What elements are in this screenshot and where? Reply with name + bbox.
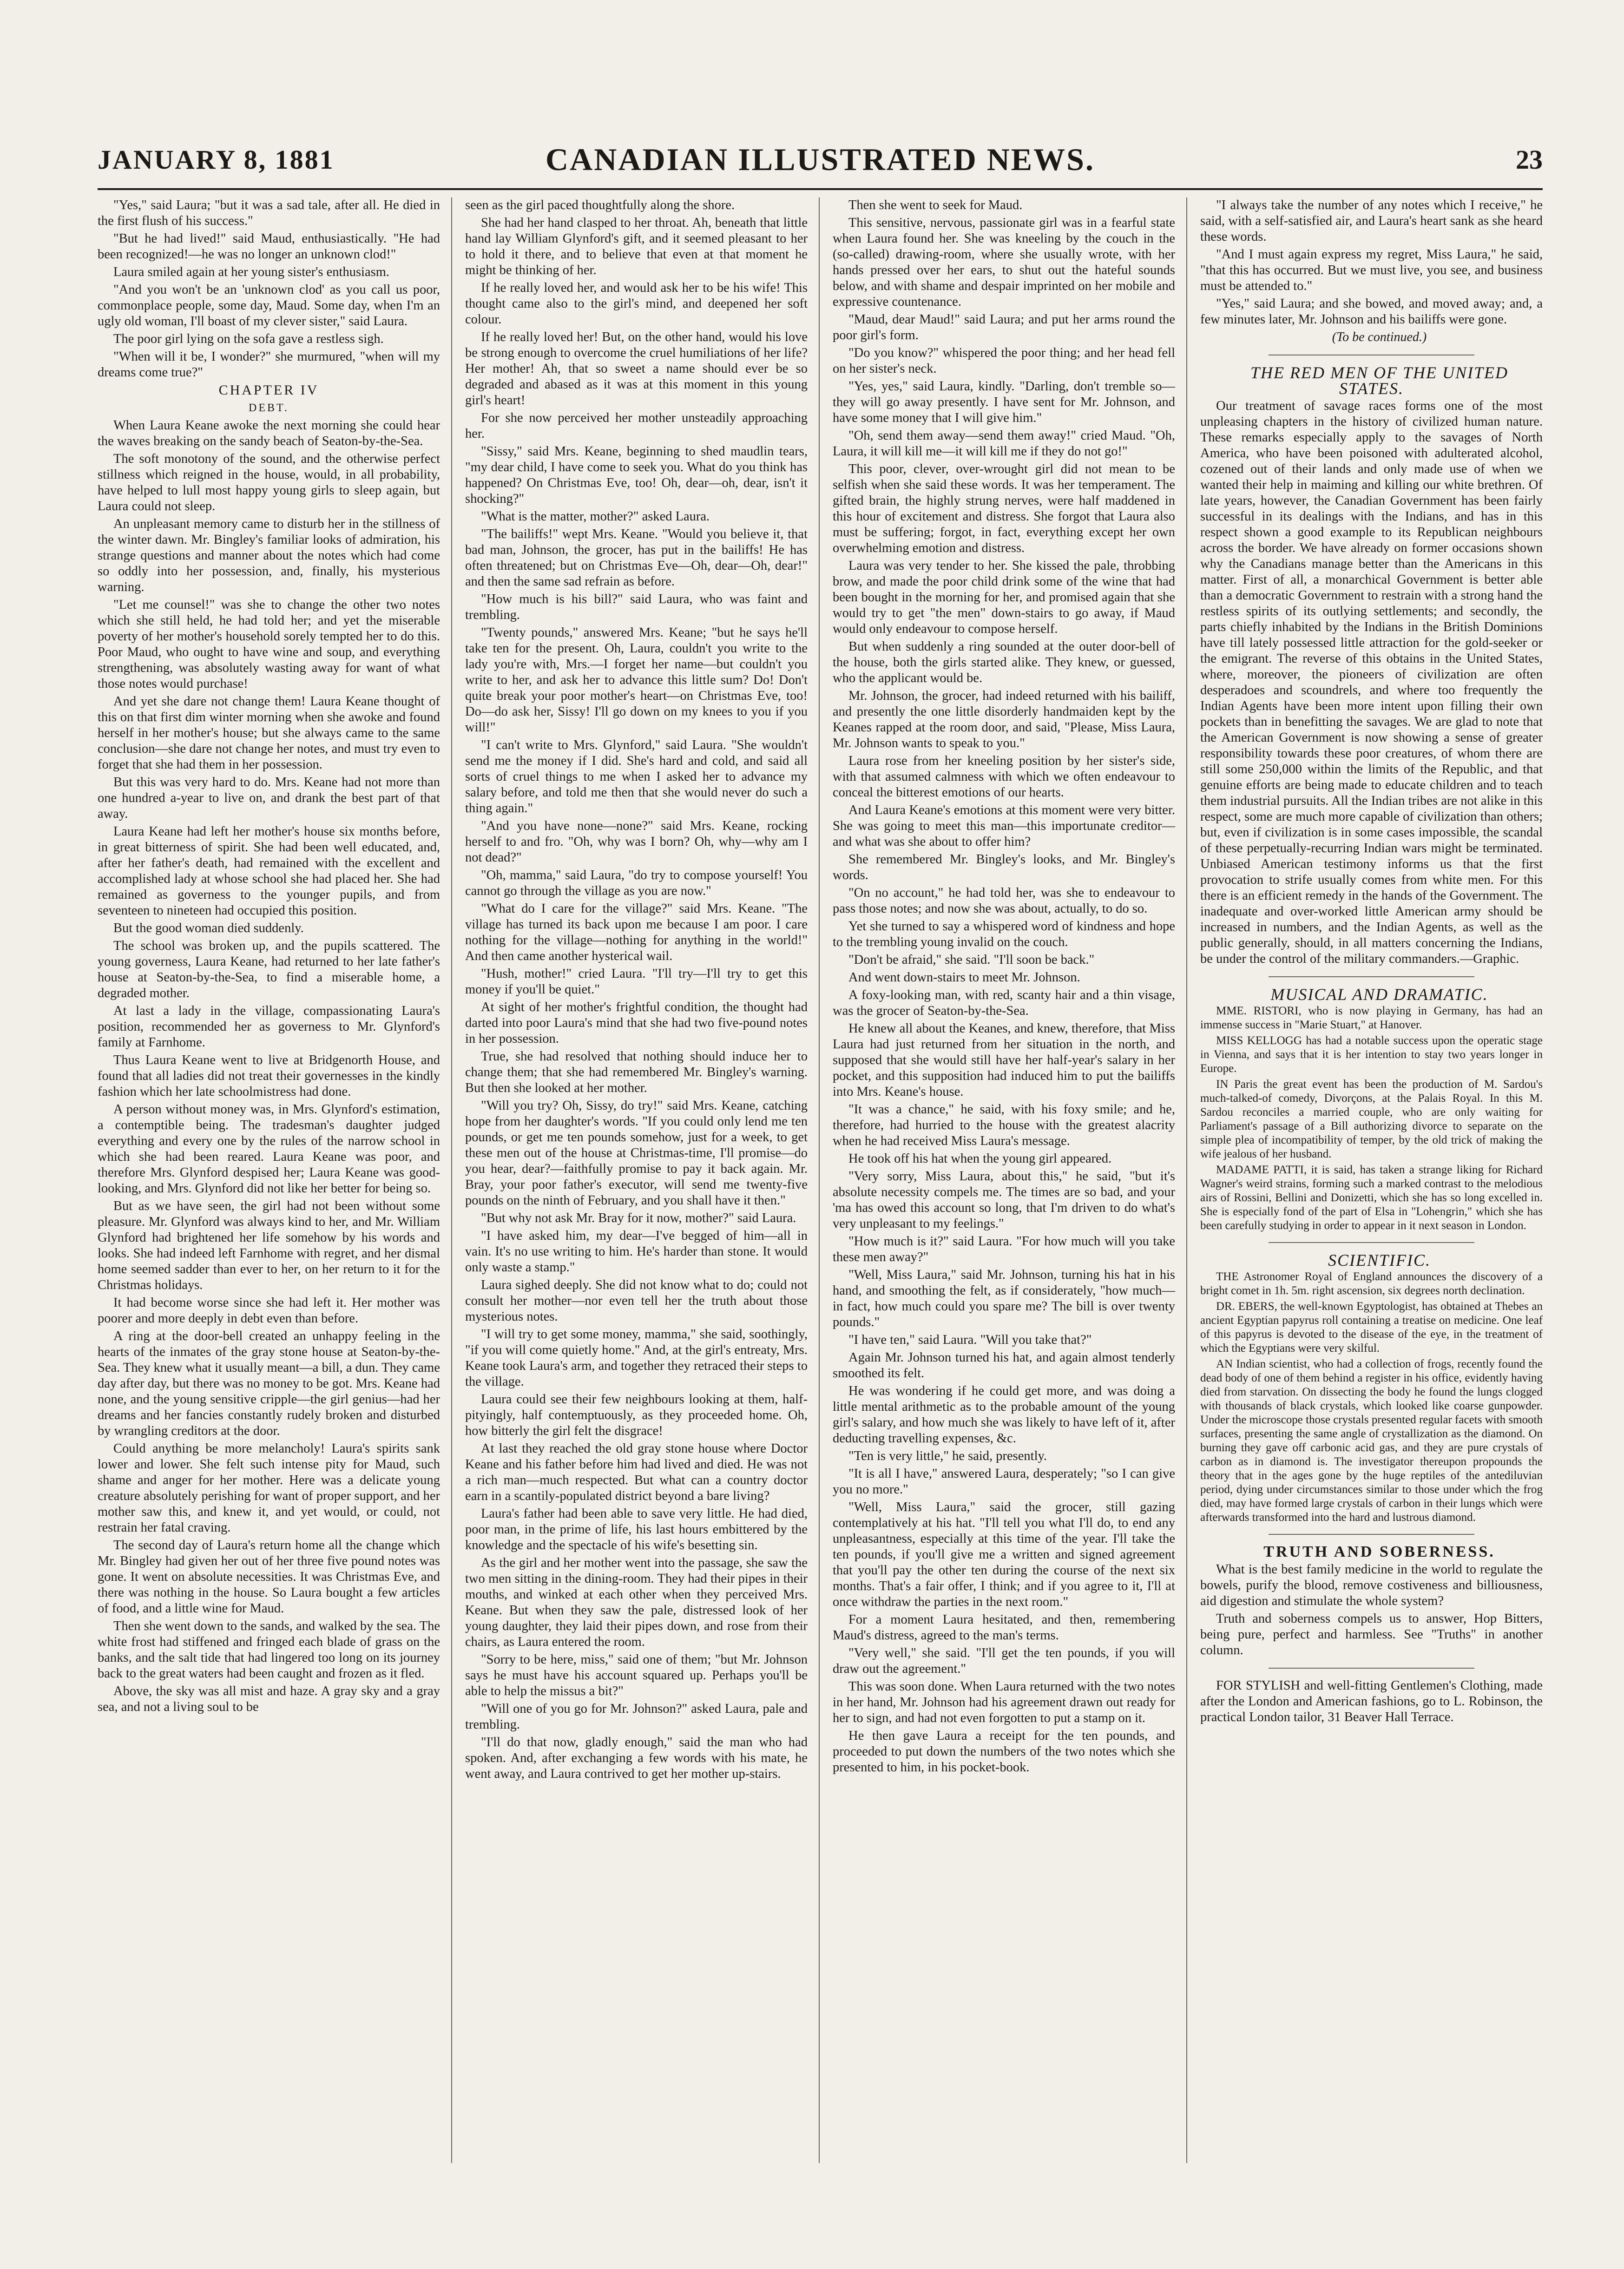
paragraph: A ring at the door-bell created an unhappy feeling in the hearts of the inmates of the gray stone house at Seaton-by-the-Sea. They knew what it usually meant—a bill, a dun. They came day after day, but there was no money to be got. Mrs. Keane had none, and the young sensitive cripple—the girl genius—had her dreams and her fancies constantly rudely broken and disturbed by wrangling creditors at the door.: [98, 1329, 440, 1438]
paragraph: "It was a chance," he said, with his foxy smile; and he, therefore, had hurried to the house with the greatest alacrity when he had received Miss Laura's message.: [833, 1102, 1175, 1148]
paragraph: "Sorry to be here, miss," said one of them; "but Mr. Johnson says he must have his account squared up. Perhaps you'll be able to help the missus a bit?": [465, 1652, 808, 1698]
paragraph: IN Paris the great event has been the production of M. Sardou's much-talked-of comedy, Divorçons, at the Palais Royal. In this M. Sardou reconciles a married couple, who are only waiting for Parliament's passage of a Bill authorizing divorce to separate on the simple plea of incompatibility of temper, by the old trick of making the wife jealous of her husband.: [1200, 1078, 1543, 1160]
paragraph: "Let me counsel!" was she to change the other two notes which she still held, he had told her; and yet the miserable poverty of her mother's household sorely tempted her to do this. Poor Maud, who ought to have wine and soup, and everything strengthening, was absolutely wasting away for want of what those notes would purchase!: [98, 598, 440, 691]
paragraph: And Laura Keane's emotions at this moment were very bitter. She was going to meet this man—this importunate creditor—and what was she about to offer him?: [833, 803, 1175, 849]
paragraph: "What do I care for the village?" said Mrs. Keane. "The village has turned its back upon me because I am poor. I care nothing for the village—nothing for anything in the world!" And then came another hysterical wail.: [465, 901, 808, 963]
paragraph: "It is all I have," answered Laura, desperately; "so I can give you no more.": [833, 1467, 1175, 1497]
paragraph: He took off his hat when the young girl appeared.: [848, 1151, 1112, 1166]
columns: [98, 197, 1543, 2163]
paragraph: For she now perceived her mother unsteadily approaching her.: [465, 411, 808, 441]
paragraph: "I have ten," said Laura. "Will you take that?": [848, 1333, 1092, 1347]
paragraph: The poor girl lying on the sofa gave a restless sigh.: [113, 332, 384, 346]
section-divider: [1269, 1242, 1474, 1243]
paragraph: "Will one of you go for Mr. Johnson?" asked Laura, pale and trembling.: [465, 1702, 808, 1732]
paragraph: MME. RISTORI, who is now playing in Germany, has had an immense success in "Marie Stuart," at Hanover.: [1200, 1005, 1543, 1031]
section-divider: [1269, 1668, 1474, 1669]
paragraph: For a moment Laura hesitated, and then, remembering Maud's distress, agreed to the man's terms.: [833, 1612, 1175, 1643]
paragraph: "Yes," said Laura; "but it was a sad tale, after all. He died in the first flush of his success.": [98, 198, 440, 228]
paragraph: "How much is it?" said Laura. "For how much will you take these men away?": [833, 1234, 1175, 1264]
paragraph: "Hush, mother!" cried Laura. "I'll try—I'll try to get this money if you'll be quiet.": [465, 967, 808, 997]
paragraph: She had her hand clasped to her throat. Ah, beneath that little hand lay William Glynford's gift, and it seemed pleasant to her to hold it there, and to believe that even at that moment he might be thinking of her.: [465, 216, 808, 277]
paragraph: "Sissy," said Mrs. Keane, beginning to shed maudlin tears, "my dear child, I have come to seek you. What do you think has happened? On Christmas Eve, too! Oh, dear—oh, dear, isn't it shocking?": [465, 444, 808, 506]
paragraph: The soft monotony of the sound, and the otherwise perfect stillness which reigned in the house, would, in all probability, have helped to lull most happy young girls to sleep again, but Laura could not sleep.: [98, 452, 440, 513]
masthead-rule: [98, 188, 1543, 190]
paragraph: Laura rose from her kneeling position by her sister's side, with that assumed calmness with which we often endeavour to conceal the bitterest emotions of our hearts.: [833, 754, 1175, 800]
section-heading-musical: MUSICAL AND DRAMATIC.: [1270, 985, 1488, 1004]
paragraph: Laura's father had been able to save very little. He had died, poor man, in the prime of life, his last hours embittered by the knowledge and the spectacle of his wife's besetting sin.: [465, 1506, 808, 1552]
paragraph: The second day of Laura's return home all the change which Mr. Bingley had given her out of her three five pound notes was gone. It went on absolute necessities. It was Christmas Eve, and there was nothing in the house. So Laura bought a few articles of food, and a little wine for Maud.: [98, 1538, 440, 1616]
column-1: [98, 197, 452, 2163]
paragraph: What is the best family medicine in the world to regulate the bowels, purify the blood, remove costiveness and billiousness, aid digestion and stimulate the whole system?: [1200, 1562, 1543, 1608]
issue-date: JANUARY 8, 1881: [98, 145, 335, 175]
paragraph: seen as the girl paced thoughtfully along the shore.: [465, 198, 735, 212]
paragraph: A foxy-looking man, with red, scanty hair and a thin visage, was the grocer of Seaton-by-the-Sea.: [833, 988, 1175, 1018]
chapter-heading: CHAPTER IV: [218, 382, 319, 398]
paragraph: Then she went to seek for Maud.: [848, 198, 1023, 212]
paragraph: "And you won't be an 'unknown clod' as you call us poor, commonplace people, some day, Maud. Some day, when I'm an ugly old woman, I'll boast of my clever sister," said Laura.: [98, 283, 440, 329]
paragraph: DR. EBERS, the well-known Egyptologist, has obtained at Thebes an ancient Egyptian papyrus roll containing a treatise on medicine. One leaf of this papyrus is devoted to the disease of the eye, in the treatment of which the Egyptians were very skilful.: [1200, 1300, 1543, 1355]
paragraph: "Yes," said Laura; and she bowed, and moved away; and, a few minutes later, Mr. Johnson and his bailiffs were gone.: [1200, 296, 1543, 327]
paragraph: And went down-stairs to meet Mr. Johnson.: [848, 970, 1080, 985]
paragraph: If he really loved her, and would ask her to be his wife! This thought came also to the girl's mind, and deepened her soft colour.: [465, 281, 808, 327]
paragraph: "And you have none—none?" said Mrs. Keane, rocking herself to and fro. "Oh, why was I born? Oh, why—why am I not dead?": [465, 819, 808, 865]
paragraph: True, she had resolved that nothing should induce her to change them; that she had remembered Mr. Bingley's warning. But then she looked at her mother.: [465, 1049, 808, 1095]
paragraph: Mr. Johnson, the grocer, had indeed returned with his bailiff, and presently the one little disorderly handmaiden kept by the Keanes rapped at the room door, and said, "Please, Miss Laura, Mr. Johnson wants to speak to you.": [833, 689, 1175, 750]
page-number: 23: [1516, 145, 1543, 175]
paragraph: "When will it be, I wonder?" she murmured, "when will my dreams come true?": [98, 349, 440, 380]
newspaper-title: CANADIAN ILLUSTRATED NEWS.: [546, 142, 1095, 177]
masthead: [98, 135, 1543, 186]
paragraph: Yet she turned to say a whispered word of kindness and hope to the trembling young invalid on the couch.: [833, 919, 1175, 949]
paragraph: Could anything be more melancholy! Laura's spirits sank lower and lower. She felt such intense pity for Maud, such shame and anger for her mother. Here was a delicate young creature absolutely perishing for want of proper support, and her mother saw this, and knew it, and yet would, or could, not restrain her fatal craving.: [98, 1441, 440, 1535]
paragraph: "Oh, mamma," said Laura, "do try to compose yourself! You cannot go through the village as you are now.": [465, 868, 808, 898]
paragraph: At last they reached the old gray stone house where Doctor Keane and his father before him had lived and died. He was not a rich man—much respected. But what can a country doctor earn in a scantily-populated district beyond a bare living?: [465, 1441, 808, 1503]
paragraph: A person without money was, in Mrs. Glynford's estimation, a contemptible being. The tradesman's daughter judged everything and every one by the rules of the narrow school in which she had been reared. Laura Keane was poor, and therefore Mrs. Glynford despised her; Laura Keane was good-looking, and Mrs. Glynford did not like her better for being so.: [98, 1102, 440, 1196]
paragraph: "I have asked him, my dear—I've begged of him—all in vain. It's no use writing to him. He's harder than stone. It would only waste a stamp.": [465, 1229, 808, 1275]
paragraph: He knew all about the Keanes, and knew, therefore, that Miss Laura had just returned from her situation in the north, and supposed that she would still have her half-year's salary in her pocket, and this supposition had induced him to put the bailiffs into Mrs. Keane's house.: [833, 1021, 1175, 1099]
column-4: [1200, 197, 1543, 2163]
paragraph: Laura could see their few neighbours looking at them, half-pityingly, half contemptuously, as they proceeded home. Oh, how bitterly the girl felt the disgrace!: [465, 1392, 808, 1438]
paragraph: This sensitive, nervous, passionate girl was in a fearful state when Laura found her. She was kneeling by the couch in the (so-called) drawing-room, where she usually wrote, with her hands pressed over her ears, to shut out the hateful sounds below, and with shame and despair imprinted on her mobile and expressive countenance.: [833, 216, 1175, 309]
paragraph: "Twenty pounds," answered Mrs. Keane; "but he says he'll take ten for the present. Oh, Laura, couldn't you write to the lady you're with, Mrs.—I forget her name—but couldn't you write to her, and ask her to advance this little sum? Do! Don't quite break your poor mother's heart—on Christmas Eve, too! Do—do ask her, Sissy! I'll go down on my knees to you if you will!": [465, 625, 808, 735]
paragraph: This poor, clever, over-wrought girl did not mean to be selfish when she said these words. It was her temperament. The gifted brain, the highly strung nerves, were half maddened in this hour of excitement and distress. She forgot that Laura also must be suffering; forgot, in fact, everything except her own overwhelming emotion and distress.: [833, 462, 1175, 555]
paragraph: "What is the matter, mother?" asked Laura.: [481, 509, 710, 524]
section-heading-truth: TRUTH AND SOBERNESS.: [1263, 1543, 1495, 1560]
paragraph: "Maud, dear Maud!" said Laura; and put her arms round the poor girl's form.: [833, 312, 1175, 342]
paragraph: Laura Keane had left her mother's house six months before, in great bitterness of spirit. She had been well educated, and, after her father's death, had remained with the excellent and accomplished lady at whose school she had placed her. She had remained as governess to the younger pupils, and from seventeen to nineteen had occupied this position.: [98, 824, 440, 918]
paragraph: Then she went down to the sands, and walked by the sea. The white frost had stiffened and fringed each blade of grass on the banks, and the salt tide that had lingered too long on its journey back to the great waters had been caught and frozen as it fled.: [98, 1619, 440, 1681]
paragraph: "I'll do that now, gladly enough," said the man who had spoken. And, after exchanging a few words with his mate, he went away, and Laura contrived to get her mother up-stairs.: [465, 1735, 808, 1781]
paragraph: She remembered Mr. Bingley's looks, and Mr. Bingley's words.: [833, 852, 1175, 882]
paragraph: Above, the sky was all mist and haze. A gray sky and a gray sea, and not a living soul to be: [98, 1684, 440, 1714]
paragraph: At sight of her mother's frightful condition, the thought had darted into poor Laura's mind that she had two five-pound notes in her possession.: [465, 1000, 808, 1046]
paragraph: "I will try to get some money, mamma," she said, soothingly, "if you will come quietly home." And, at the girl's entreaty, Mrs. Keane took Laura's arm, and together they retraced their steps to the village.: [465, 1327, 808, 1389]
paragraph: As the girl and her mother went into the passage, she saw the two men sitting in the dining-room. They had their pipes in their mouths, and winked at each other when they perceived Mrs. Keane. But when they saw the pale, distressed look of her young daughter, they laid their pipes down, and rose from their chairs, as Laura entered the room.: [465, 1556, 808, 1649]
column-2: [465, 197, 820, 2163]
section-heading-red-men: THE RED MEN OF THE UNITED STATES.: [1250, 363, 1508, 398]
paragraph: Truth and soberness compels us to answer, Hop Bitters, being pure, perfect and harmless. See "Truths" in another column.: [1200, 1611, 1543, 1657]
paragraph: "Do you know?" whispered the poor thing; and her head fell on her sister's neck.: [833, 346, 1175, 376]
paragraph: He was wondering if he could get more, and was doing a little mental arithmetic as to the probable amount of the young girl's salary, and how much she was likely to have left of it, after deducting travelling expenses, &c.: [833, 1384, 1175, 1446]
paragraph: "I always take the number of any notes which I receive," he said, with a self-satisfied air, and Laura's heart sank as she heard these words.: [1200, 198, 1543, 244]
paragraph: "Well, Miss Laura," said Mr. Johnson, turning his hat in his hand, and smoothing the felt, as if considerately, "how much—in fact, how much could you spare me? The bill is over twenty pounds.": [833, 1268, 1175, 1329]
paragraph: "Very well," she said. "I'll get the ten pounds, if you will draw out the agreement.": [833, 1646, 1175, 1676]
paragraph: "Yes, yes," said Laura, kindly. "Darling, don't tremble so—they will go away presently. I have sent for Mr. Johnson, and have some money that I will give him.": [833, 379, 1175, 425]
paragraph: MADAME PATTI, it is said, has taken a strange liking for Richard Wagner's weird strains, forming such a marked contrast to the melodious airs of Rossini, Bellini and Donizetti, which she has so long excelled in. She is especially fond of the part of Elsa in "Lohengrin," which she has been carefully studying in order to appear in it next season in London.: [1200, 1164, 1543, 1232]
paragraph: This was soon done. When Laura returned with the two notes in her hand, Mr. Johnson had his agreement drawn out ready for her to sign, and had not even forgotten to put a stamp on it.: [833, 1679, 1175, 1725]
paragraph: "How much is his bill?" said Laura, who was faint and trembling.: [465, 592, 808, 622]
paragraph: "Very sorry, Miss Laura, about this," he said, "but it's absolute necessity compels me. The times are so bad, and your 'ma has owed this account so long, that I'm driven to do what's very unpleasant to my feelings.": [833, 1169, 1175, 1231]
paragraph: "Well, Miss Laura," said the grocer, still gazing contemplatively at his hat. "I'll tell you what I'll do, to end any unpleasantness, especially at this time of the year. I'll take the ten pounds, if you'll give me a written and signed agreement that you'll pay the other ten during the course of the next six months. That's a fair offer, I think; and if you agree to it, I'll at once withdraw the parties in the next room.": [833, 1500, 1175, 1609]
paragraph: But this was very hard to do. Mrs. Keane had not more than one hundred a-year to live on, and drank the best part of that away.: [98, 775, 440, 821]
paragraph: But the good woman died suddenly.: [113, 921, 304, 935]
section-heading-scientific: SCIENTIFIC.: [1328, 1251, 1431, 1269]
paragraph: At last a lady in the village, compassionating Laura's position, recommended her as governess to Mr. Glynford's family at Farnhome.: [98, 1004, 440, 1050]
paragraph: "I can't write to Mrs. Glynford," said Laura. "She wouldn't send me the money if I did. She's hard and cold, and said all sorts of cruel things to me when I asked her to advance my salary before, and told me then that she would never do such a thing again.": [465, 738, 808, 816]
paragraph: "On no account," he had told her, was she to endeavour to pass those notes; and now she was about, actually, to do so.: [833, 886, 1175, 916]
paragraph: Our treatment of savage races forms one of the most unpleasing chapters in the history of civilized human nature. These remarks especially apply to the savages of North America, who have been poisoned with adulterated alcohol, cozened out of their lands and only made use of when we wanted their help in maiming and killing our white brethren. Of late years, however, the Canadian Government has been fairly successful in its dealings with the Indians, and has in this respect shown a good example to its Republican neighbours across the border. We have already on former occasions shown why the Canadians manage better than the Americans in this matter. First of all, a monarchical Government is better able than a democratic Government to restrain with a strong hand the restless spirits of its outlying settlements; and secondly, the parts chiefly inhabited by the Indians in the British Dominions have till lately possessed little attraction for the gold-seeker or the emigrant. The reverse of this obtains in the United States, where, moreover, the pioneers of civilization are often desperadoes and scoundrels, and where too frequently the Indian Agents have been more intent upon filling their own pockets than in benefitting the savages. We are glad to note that the American Government is now showing a sense of greater responsibility towards these poor creatures, of whom there are still some 250,000 within the limits of the Republic, and that genuine efforts are being made to educate children and to teach them industrial pursuits. All the Indian tribes are not alike in this respect, some are much more capable of civilization than others; but, even if civilization is in some cases impossible, the scandal of these perpetually-recurring Indian wars might be terminated. Unbiased American testimony informs us that the first provocation to strife usually comes from white men. For this there is an efficient remedy in the hands of the Government. The inadequate and over-worked little American army should be increased in numbers, and the Indian Agents, as well as the public generally, should, in all matters concerning the Indians, be under the control of the military commanders.—Graphic.: [1200, 399, 1543, 966]
paragraph: It had become worse since she had left it. Her mother was poorer and more deeply in debt even than before.: [98, 1296, 440, 1326]
paragraph: "But he had lived!" said Maud, enthusiastically. "He had been recognized!—he was no longer an unknown clod!": [98, 231, 440, 262]
paragraph: When Laura Keane awoke the next morning she could hear the waves breaking on the sandy beach of Seaton-by-the-Sea.: [98, 418, 440, 448]
paragraph: Laura was very tender to her. She kissed the pale, throbbing brow, and made the poor child drink some of the wine that had been bought in the morning for her, and promised again that she would try to get "the men" down-stairs to go away, if Maud would only endeavour to compose herself.: [833, 559, 1175, 636]
paragraph: Laura smiled again at her young sister's enthusiasm.: [113, 265, 389, 279]
paragraph: But as we have seen, the girl had not been without some pleasure. Mr. Glynford was always kind to her, and Mr. William Glynford had brightened her life somehow by his words and looks. She had indeed left Farnhome with regret, and her dismal home seemed sadder than ever to her, on her return to it for the Christmas holidays.: [98, 1199, 440, 1292]
section-divider: [1269, 1534, 1474, 1535]
paragraph: But when suddenly a ring sounded at the outer door-bell of the house, both the girls started alike. They knew, or guessed, who the applicant would be.: [833, 639, 1175, 685]
paragraph: "But why not ask Mr. Bray for it now, mother?" said Laura.: [481, 1211, 796, 1225]
musical-notes: [1200, 1004, 1543, 1233]
paragraph: "Ten is very little," he said, presently.: [848, 1449, 1047, 1463]
paragraph: "And I must again express my regret, Miss Laura," he said, "that this has occurred. But we must live, you see, and business must be attended to.": [1200, 247, 1543, 293]
paragraph: If he really loved her! But, on the other hand, would his love be strong enough to overcome the cruel humiliations of her life? Her mother! Ah, that so sweet a name should ever be so degraded and abased as it was at this moment in this young girl's heart!: [465, 330, 808, 408]
paragraph: "Don't be afraid," she said. "I'll soon be back.": [848, 953, 1095, 967]
paragraph: He then gave Laura a receipt for the ten pounds, and proceeded to put down the numbers of the two notes which she presented to him, in his pocket-book.: [833, 1729, 1175, 1775]
paragraph: And yet she dare not change them! Laura Keane thought of this on that first dim winter morning when she awoke and found herself in her mother's house; but she always came to the same conclusion—she dare not change her notes, and must try even to forget that she had them in her possession.: [98, 694, 440, 772]
paragraph: Laura sighed deeply. She did not know what to do; could not consult her mother—nor even tell her the truth about those mysterious notes.: [465, 1278, 808, 1324]
paragraph: The school was broken up, and the pupils scattered. The young governess, Laura Keane, had returned to her late father's house at Seaton-by-the-Sea, to find a miserable home, a degraded mother.: [98, 939, 440, 1000]
paragraph: MISS KELLOGG has had a notable success upon the operatic stage in Vienna, and says that it is her intention to stay two years longer in Europe.: [1200, 1034, 1543, 1075]
paragraph: An unpleasant memory came to disturb her in the stillness of the winter dawn. Mr. Bingley's familiar looks of admiration, his strange questions and manner about the notes which had come so oddly into her possession, and, finally, his mysterious warning.: [98, 517, 440, 594]
paragraph: "The bailiffs!" wept Mrs. Keane. "Would you believe it, that bad man, Johnson, the grocer, has put in the bailiffs! He has often threatened; but on Christmas Eve—Oh, dear—Oh, dear!" and then the same sad refrain as before.: [465, 527, 808, 589]
paragraph: Again Mr. Johnson turned his hat, and again almost tenderly smoothed its felt.: [833, 1350, 1175, 1381]
to-be-continued: (To be continued.): [1332, 330, 1427, 344]
scientific-notes: [1200, 1270, 1543, 1525]
paragraph: "Oh, send them away—send them away!" cried Maud. "Oh, Laura, it will kill me—it will kill me if they do not go!": [833, 428, 1175, 459]
section-divider: [1269, 976, 1474, 977]
advertisement: FOR STYLISH and well-fitting Gentlemen's Clothing, made after the London and American fashions, go to L. Robinson, the practical London tailor, 31 Beaver Hall Terrace.: [1200, 1678, 1543, 1724]
paragraph: THE Astronomer Royal of England announces the discovery of a bright comet in 1h. 5m. right ascension, six degrees north declination.: [1200, 1270, 1543, 1297]
paragraph: AN Indian scientist, who had a collection of frogs, recently found the dead body of one of them behind a register in his office, evidently having died from starvation. On dissecting the body he found the lungs clogged with thousands of black crystals, which looked like coarse gunpowder. Under the microscope those crystals presented regular facets with smooth surfaces, presenting the same angle of crystallization as the diamond. On burning they gave off carbonic acid gas, and they are pure crystals of carbon as in diamond is. The investigator thereupon propounds the theory that in the ages gone by the huge reptiles of the antediluvian period, dying under circumstances similar to those under which the frog died, may have formed large crystals of carbon in their lungs which were afterwards transformed into the hard and lustrous diamond.: [1200, 1358, 1543, 1524]
paragraph: "Will you try? Oh, Sissy, do try!" said Mrs. Keane, catching hope from her daughter's words. "If you could only lend me ten pounds, or get me ten pounds somehow, just for a week, to get these men out of the house at Christmas-time, I'll promise—do you hear, dear?—faithfully promise to pay it back again. Mr. Bray, your poor father's executor, will send me twenty-five pounds on the ninth of February, and you shall have it then.": [465, 1098, 808, 1208]
chapter-subtitle: DEBT.: [249, 402, 289, 414]
paragraph: Thus Laura Keane went to live at Bridgenorth House, and found that all ladies did not treat their governesses in the kindly fashion which her late schoolmistress had done.: [98, 1053, 440, 1099]
column-3: [833, 197, 1187, 2163]
